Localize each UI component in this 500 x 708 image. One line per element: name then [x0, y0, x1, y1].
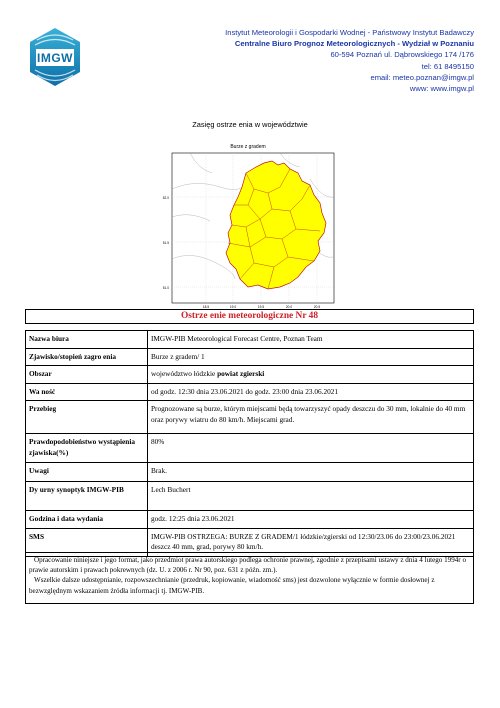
lat-label: 51.0 — [162, 286, 169, 290]
office-phone: tel: 61 8495150 — [421, 61, 474, 71]
value-course: Prognozowane są burze, którym miejscami będą towarzyszyć opady deszczu do 30 mm, lokalnie do 40 mm oraz porywy wiatru do 80 km/h. Miejscami grad. — [148, 401, 474, 434]
institute-header — [154, 27, 474, 94]
label-office: Nazwa biura — [26, 331, 148, 349]
area-region: województwo łódzkie — [151, 369, 218, 378]
office-name: Centralne Biuro Prognoz Meteorologicznych - Wydział w Poznaniu — [234, 39, 474, 49]
office-address: 60-594 Poznań ul. Dąbrowskiego 174 /176 — [330, 50, 474, 60]
copyright-notice — [25, 552, 474, 604]
area-county: powiat zgierski — [217, 369, 265, 378]
office-email[interactable]: email: meteo.poznan@imgw.pl — [370, 72, 474, 82]
label-phenomenon: Zjawisko/stopień zagro enia — [26, 348, 148, 366]
lon-label: 20.5 — [313, 305, 321, 309]
warning-details-table — [25, 330, 474, 557]
label-issue-time: Godzina i data wydania — [26, 511, 148, 529]
label-area: Obszar — [26, 366, 148, 384]
label-validity: Wa ność — [26, 383, 148, 401]
table-row — [26, 383, 474, 401]
table-row — [26, 511, 474, 529]
label-forecaster: Dy urny synoptyk IMGW-PIB — [26, 482, 148, 511]
table-row — [26, 366, 474, 384]
warning-title: Ostrze enie meteorologiczne Nr 48 — [25, 309, 474, 324]
lon-label: 19.5 — [257, 305, 265, 309]
lat-label: 52.0 — [162, 196, 169, 200]
value-phenomenon: Burze z gradem/ 1 — [148, 348, 474, 366]
label-probability: Prawdopodobieństwo wystąpienia zjawiska(%) — [26, 434, 148, 463]
table-row — [26, 463, 474, 482]
value-forecaster: Lech Buchert — [148, 482, 474, 511]
logo-text: IMGW — [37, 51, 73, 65]
lon-label: 20.0 — [285, 305, 293, 309]
table-row — [26, 434, 474, 463]
map-subtitle: Burze z gradem — [230, 144, 266, 150]
value-sms: IMGW-PIB OSTRZEGA: BURZE Z GRADEM/1 łódzkie/zgierski od 12:30/23.06 do 23:00/23.06.2021 deszcz 40 mm, grad, porywy 80 km/h. — [148, 528, 474, 556]
table-row — [26, 401, 474, 434]
institute-name: Instytut Meteorologii i Gospodarki Wodnej - Państwowy Instytut Badawczy — [225, 28, 474, 37]
copyright-paragraph: Opracowanie niniejsze i jego format, jako przedmiot prawa autorskiego podlega ochronie prawnej, zgodnie z przepisami ustawy z dnia 4 lutego 1994r o prawie autorskim i prawach pokrewnych (dz. U. z 2006 r. Nr 90, poz. 631 z późn. zm.). — [29, 556, 466, 575]
value-probability: 80% — [148, 434, 474, 463]
table-row — [26, 348, 474, 366]
label-sms: SMS — [26, 528, 148, 556]
label-remarks: Uwagi — [26, 463, 148, 482]
value-issue-time: godz. 12:25 dnia 23.06.2021 — [148, 511, 474, 529]
label-course: Przebieg — [26, 401, 148, 434]
lon-label: 18.5 — [202, 305, 210, 309]
value-remarks: Brak. — [148, 463, 474, 482]
office-www[interactable]: www: www.imgw.pl — [409, 84, 474, 94]
value-office: IMGW-PIB Meteorological Forecast Centre, Poznan Team — [148, 331, 474, 349]
value-area — [148, 366, 474, 384]
value-validity: od godz. 12:30 dnia 23.06.2021 do godz. 23:00 dnia 23.06.2021 — [148, 383, 474, 401]
warning-map — [150, 139, 340, 309]
table-row — [26, 331, 474, 349]
map-heading: Zasięg ostrze enia w województwie — [192, 120, 308, 129]
lon-label: 19.0 — [229, 305, 237, 309]
lat-label: 51.5 — [162, 241, 169, 245]
table-row — [26, 482, 474, 511]
distribution-paragraph: Wszelkie dalsze udostępnianie, rozpowszechnianie (przedruk, kopiowanie, wiadomość sms) jest dozwolone wyłącznie w formie dosłownej z bezwzględnym wskazaniem źródła informacji tj. IMGW-PIB. — [29, 576, 435, 595]
imgw-logo — [27, 26, 83, 88]
